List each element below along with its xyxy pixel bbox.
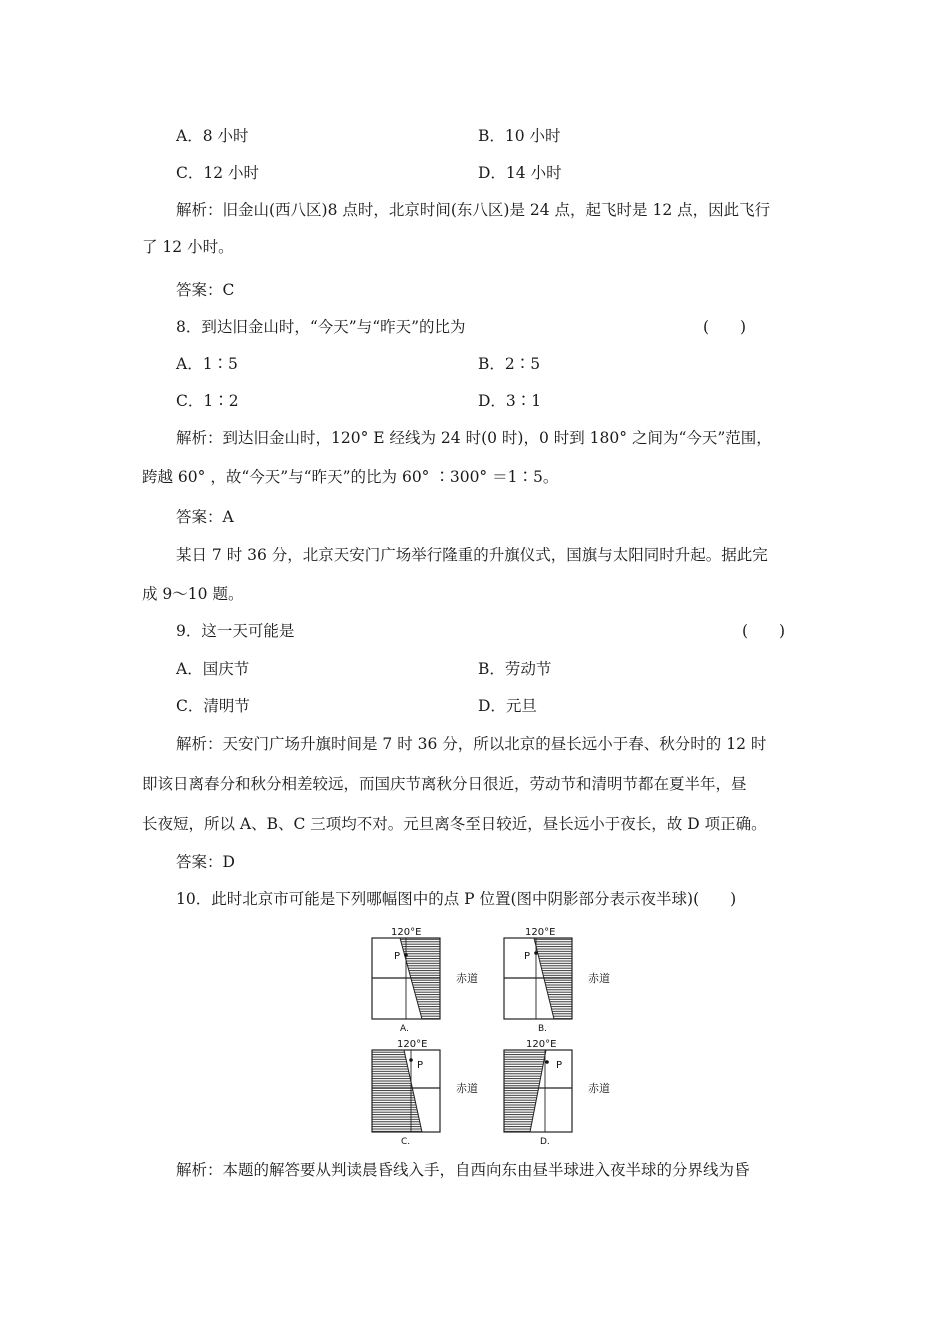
equator-label: 赤道 [456, 1082, 478, 1095]
panel-d [504, 1039, 610, 1147]
q9-option-b: B．劳动节 [478, 660, 552, 678]
q9-option-d: D．元旦 [478, 697, 537, 715]
q8-option-b: B．2∶5 [478, 355, 541, 373]
panel-c [372, 1039, 478, 1147]
equator-label: 赤道 [588, 1082, 610, 1095]
point-p [409, 1058, 413, 1062]
longitude-label: 120°E [525, 927, 556, 938]
q9-analysis-line-1: 解析：天安门广场升旗时间是 7 时 36 分，所以北京的昼长远小于春、秋分时的 12 时 [176, 735, 767, 753]
q8-analysis-line-2: 跨越 60° ，故“今天”与“昨天”的比为 60° ∶300° ＝1∶5。 [142, 468, 559, 486]
q8-answer-blank: ( ) [703, 318, 747, 336]
q8-option-d: D．3∶1 [478, 392, 542, 410]
q9-analysis-line-2: 即该日离春分和秋分相差较远，而国庆节离秋分日很近，劳动节和清明节都在夏半年，昼 [142, 775, 747, 793]
point-p-label: P [394, 951, 401, 962]
q8-stem: 8．到达旧金山时，“今天”与“昨天”的比为 [176, 318, 466, 336]
q7-option-b: B．10 小时 [478, 127, 561, 145]
q8-option-c: C．1∶2 [176, 392, 239, 410]
point-p-label: P [556, 1060, 563, 1071]
point-p [545, 1060, 549, 1064]
q10-analysis-line-1: 解析：本题的解答要从判读晨昏线入手，自西向东由昼半球进入夜半球的分界线为昏 [176, 1161, 750, 1179]
q7-option-c: C．12 小时 [176, 164, 260, 182]
q9-answer-blank: ( ) [742, 622, 786, 640]
panel-b [504, 927, 610, 1034]
panel-c-label: C. [401, 1137, 411, 1147]
q7-analysis-line-1: 解析：旧金山(西八区)8 点时，北京时间(东八区)是 24 点，起飞时是 12 点，因此飞行 [176, 201, 771, 219]
q9-option-a: A．国庆节 [176, 660, 250, 678]
q9-analysis-line-3: 长夜短，所以 A、B、C 三项均不对。元旦离冬至日较近，昼长远小于夜长，故 D 项正确。 [142, 815, 767, 833]
q8-analysis-line-1: 解析：到达旧金山时，120° E 经线为 24 时(0 时)，0 时到 180° 之间为“今天”范围， [176, 429, 772, 447]
q7-option-a: A．8 小时 [176, 127, 249, 145]
panel-a [372, 927, 478, 1034]
longitude-label: 120°E [397, 1039, 428, 1050]
q9-option-c: C．清明节 [176, 697, 250, 715]
q8-option-a: A．1∶5 [176, 355, 238, 373]
night-shading-d [504, 1050, 546, 1132]
q9-stem: 9．这一天可能是 [176, 622, 295, 640]
equator-label: 赤道 [456, 972, 478, 985]
q10-stem: 10．此时北京市可能是下列哪幅图中的点 P 位置(图中阴影部分表示夜半球)( ) [176, 890, 737, 908]
point-p-label: P [524, 951, 531, 962]
panel-d-label: D. [540, 1137, 550, 1147]
intro-line-2: 成 9～10 题。 [142, 585, 244, 603]
q9-answer: 答案：D [176, 853, 235, 871]
equator-label: 赤道 [588, 972, 610, 985]
panel-b-label: B. [538, 1024, 548, 1034]
night-shading-c [372, 1050, 422, 1132]
point-p [534, 951, 538, 955]
point-p [404, 953, 408, 957]
day-night-figure [360, 922, 630, 1152]
point-p-label: P [417, 1060, 424, 1071]
longitude-label: 120°E [526, 1039, 557, 1050]
q8-answer: 答案：A [176, 508, 234, 526]
q7-analysis-line-2: 了 12 小时。 [142, 238, 234, 256]
q7-option-d: D．14 小时 [478, 164, 562, 182]
intro-line-1: 某日 7 时 36 分，北京天安门广场举行隆重的升旗仪式，国旗与太阳同时升起。据此完 [176, 546, 768, 564]
q7-answer: 答案：C [176, 281, 235, 299]
longitude-label: 120°E [391, 927, 422, 938]
panel-a-label: A. [400, 1024, 409, 1034]
